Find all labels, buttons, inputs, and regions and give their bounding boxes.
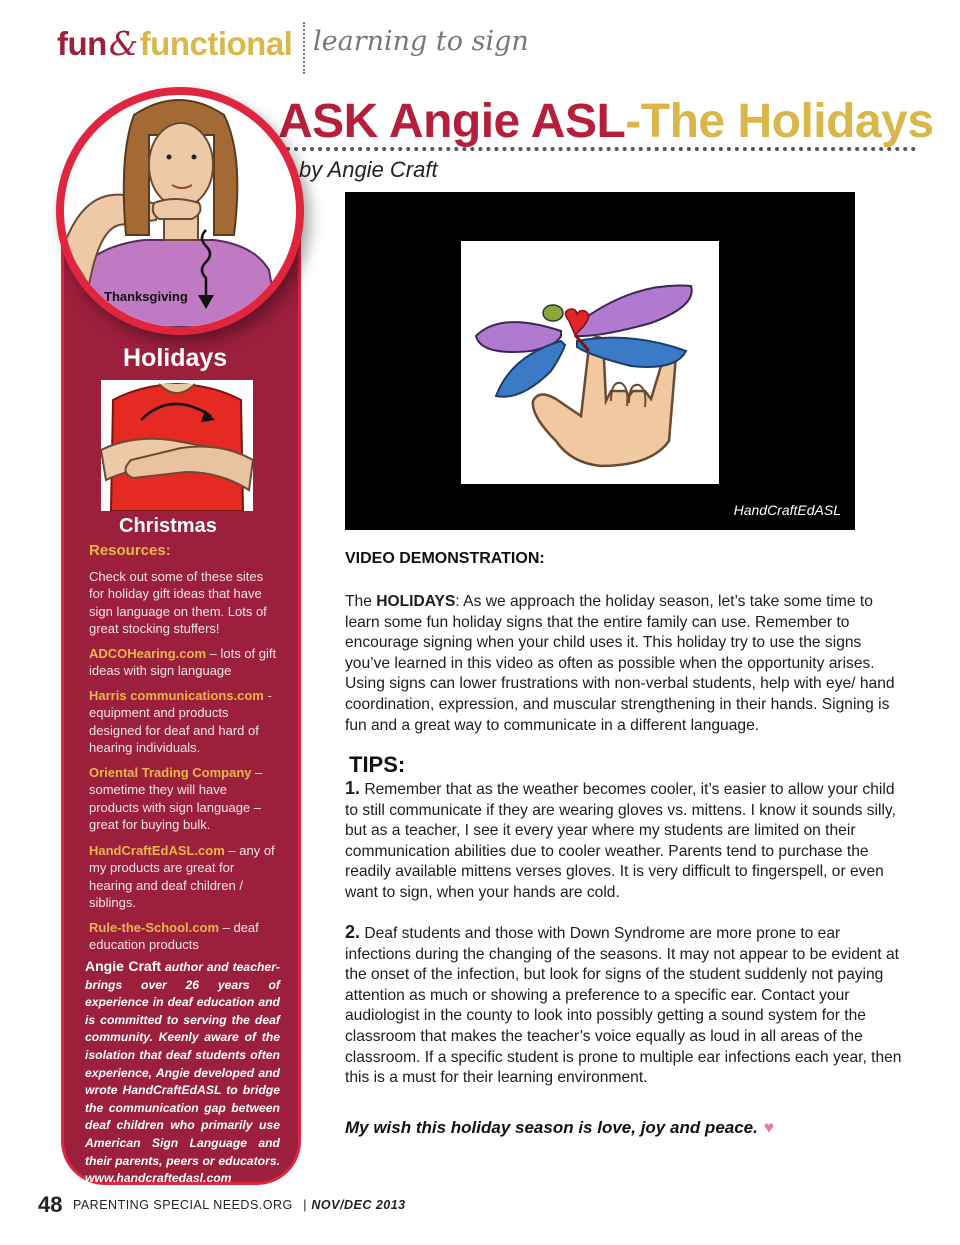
resource-link-handcraftedasl[interactable]: HandCraftEdASL.com xyxy=(89,843,225,858)
page-footer xyxy=(38,1192,406,1218)
heart-icon: ♥ xyxy=(763,1118,774,1137)
resource-desc: – any of my products are great for hearing and deaf children / siblings. xyxy=(89,843,275,911)
thanksgiving-sign-illustration xyxy=(56,87,304,335)
resource-link-rule-the-school[interactable]: Rule-the-School.com xyxy=(89,920,220,935)
resource-item xyxy=(89,919,279,954)
video-watermark: HandCraftEdASL xyxy=(733,502,841,518)
video-demonstration-heading: VIDEO DEMONSTRATION: xyxy=(345,550,545,567)
christmas-caption: Christmas xyxy=(119,515,217,537)
intro-text: : As we approach the holiday season, let’s take some time to learn some fun holiday signs that the entire family can use. Remember to encourage signing when your child uses it. This holiday try to use the signs you’ve learned in this video as often as possible when the opportunity arises. Using signs can lower frustrations with non-verbal students, help with eye/ hand coordination, expression, and muscular strengthening in their hands. Signing is fun and a great way to communicate in a different language. xyxy=(345,593,895,734)
video-thumbnail xyxy=(461,241,719,484)
title-sub: -The Holidays xyxy=(625,95,934,148)
author-name: Angie Craft xyxy=(85,958,162,974)
resources-heading: Resources: xyxy=(89,542,171,559)
closing-wish xyxy=(345,1118,774,1138)
christmas-signer-drawing xyxy=(101,380,253,511)
title-dotted-rule xyxy=(286,147,916,151)
video-player[interactable] xyxy=(345,192,855,530)
page-number: 48 xyxy=(38,1192,63,1217)
tip-number: 2. xyxy=(345,922,361,942)
tip-number: 1. xyxy=(345,778,361,798)
resource-desc: – sometime they will have products with sign language – great for buying bulk. xyxy=(89,765,263,833)
dragonfly-ily-hand-illustration xyxy=(461,241,719,484)
issue-date: NOV/DEC 2013 xyxy=(311,1198,406,1212)
title-main: ASK Angie ASL xyxy=(278,95,626,148)
article-title xyxy=(278,94,934,149)
tip-text: Deaf students and those with Down Syndrome are more prone to ear infections during the changing of the seasons. It may not appear to be evident at the onset of the infection, but look for signs of the student suddenly not paying attention as much or showing a preference to a specific ear. Contact your audiologist in the county to look into possibly getting a sound system for the classroom that makes the teacher’s voice equally as loud in all areas of the classroom. If a specific student is prone to multiple ear infections each year, then this is a must for their learning environment. xyxy=(345,925,902,1087)
resource-link-harris[interactable]: Harris communications.com xyxy=(89,688,264,703)
resource-link-adco[interactable]: ADCOHearing.com xyxy=(89,646,207,661)
tip-1 xyxy=(345,778,910,904)
resource-desc: – lots of gift ideas with sign language xyxy=(89,646,277,679)
resource-item xyxy=(89,645,279,680)
resources-intro: Check out some of these sites for holiday gift ideas that have sign language on them. Lots of great stocking stuffers! xyxy=(89,569,267,637)
christmas-sign-illustration xyxy=(101,380,253,511)
resource-item xyxy=(89,764,279,834)
resource-desc: - equipment and products designed for deaf and hard of hearing individuals. xyxy=(89,688,272,756)
publication-name: PARENTING SPECIAL NEEDS.ORG xyxy=(72,1198,293,1212)
resource-desc: – deaf education products xyxy=(89,920,259,953)
logo-functional: functional xyxy=(139,25,293,62)
closing-text: My wish this holiday season is love, joy and peace. xyxy=(345,1118,758,1137)
resource-item xyxy=(89,687,279,757)
intro-lead: The xyxy=(345,593,377,610)
intro-term: HOLIDAYS xyxy=(376,593,456,610)
section-subtitle: learning to sign xyxy=(313,26,529,57)
tip-text: Remember that as the weather becomes cooler, it’s easier to allow your child to still communicate if they are wearing gloves vs. mittens. I know it sounds silly, but as a teacher, I see it every year where my students are limited on their communication abilities due to cooler weather. Parents tend to purchase the readily available mittens verses gloves. It is very difficult to fingerspell, or even want to sign, when your hands are cold. xyxy=(345,781,896,901)
tips-heading: TIPS: xyxy=(349,752,406,777)
resource-item xyxy=(89,842,279,912)
byline: by Angie Craft xyxy=(299,157,438,182)
intro-paragraph xyxy=(345,592,910,736)
tip-2 xyxy=(345,922,910,1089)
logo-fun: fun xyxy=(57,25,107,62)
holidays-caption: Holidays xyxy=(123,344,228,372)
logo-ampersand: & xyxy=(108,24,138,63)
resource-link-oriental-trading[interactable]: Oriental Trading Company xyxy=(89,765,252,780)
author-bio-text: author and teacher-brings over 26 years of experience in deaf education and is committed to serving the deaf community. Keenly aware of the isolation that deaf students often experience, Angie developed and wrote HandCraftEdASL to bridge the communication gap between deaf children who primarily use American Sign Language and their parents, peers or educators. www.handcraftedasl.com xyxy=(85,960,280,1186)
footer-separator: | xyxy=(303,1198,307,1212)
thanksgiving-caption: Thanksgiving xyxy=(104,289,188,304)
author-bio xyxy=(85,958,280,1188)
header-divider xyxy=(303,22,305,74)
section-logo xyxy=(57,24,292,63)
